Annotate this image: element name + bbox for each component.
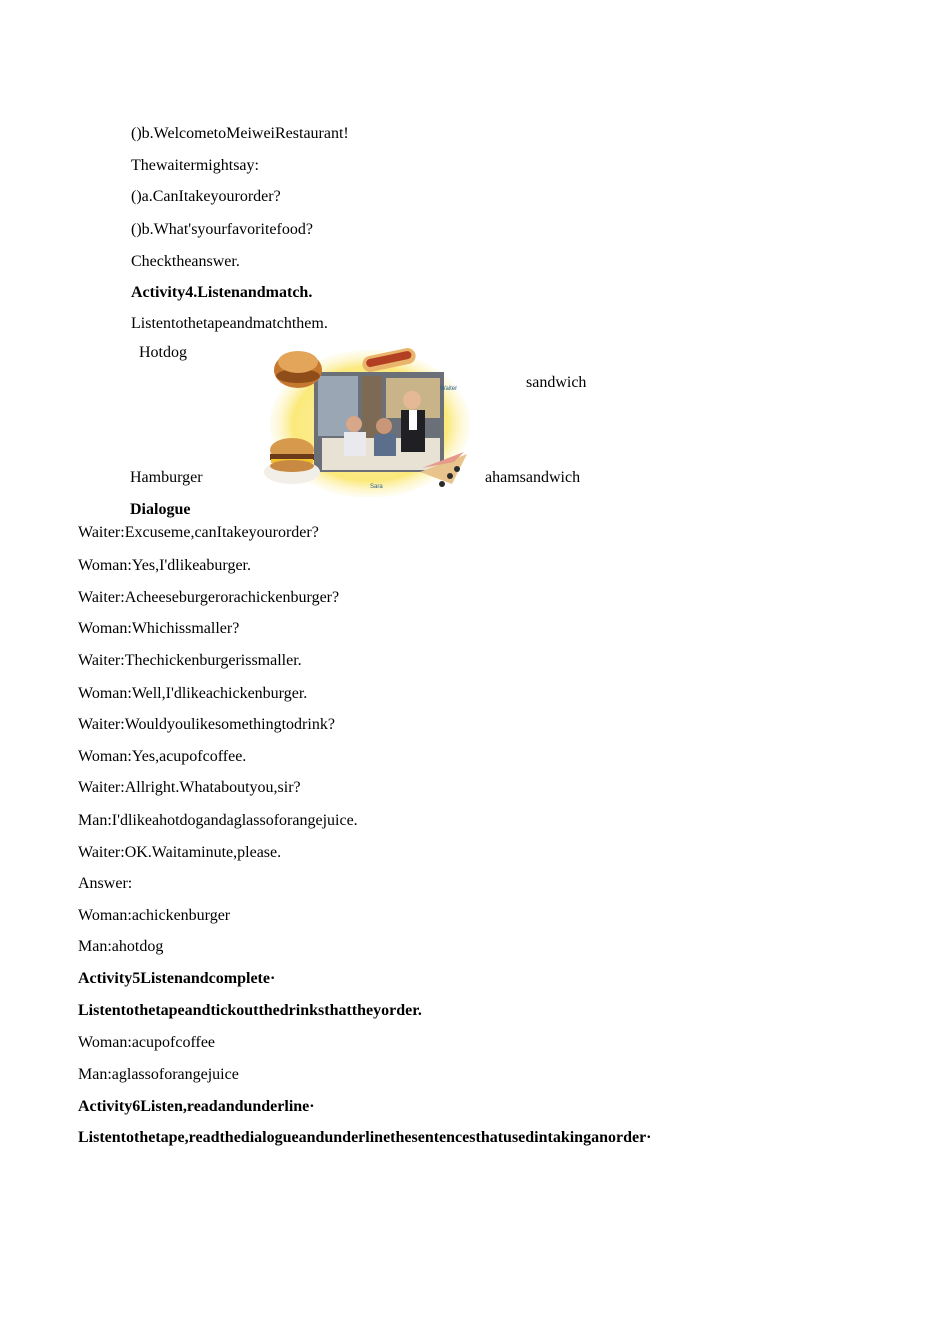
label-ham-sandwich: ahamsandwich: [485, 469, 581, 486]
dialogue-line: Woman:Well,I'dlikeachickenburger.: [78, 685, 308, 702]
activity4-instruction: Listentothetapeandmatchthem.: [131, 315, 328, 332]
label-sandwich: sandwich: [526, 374, 587, 391]
dialogue-line: Waiter:Acheeseburgerorachickenburger?: [78, 589, 340, 606]
sara-caption: Sara: [370, 484, 383, 490]
waiter-might-say: Thewaitermightsay:: [131, 157, 259, 174]
option-a: ()a.CanItakeyourorder?: [131, 188, 281, 205]
dialogue-line: Woman:Whichissmaller?: [78, 620, 240, 637]
answer-line: Man:ahotdog: [78, 938, 164, 955]
activity5-heading: Activity5Listenandcomplete·: [78, 970, 276, 987]
dialogue-line: Waiter:Allright.Whataboutyou,sir?: [78, 779, 301, 796]
label-hamburger: Hamburger: [130, 469, 203, 486]
dialogue-line: Waiter:Wouldyoulikesomethingtodrink?: [78, 716, 335, 733]
dialogue-line: Man:I'dlikeahotdogandaglassoforangejuice.: [78, 812, 358, 829]
hamburger-image: [264, 438, 320, 484]
activity5-answer: Woman:acupofcoffee: [78, 1034, 216, 1051]
restaurant-food-illustration: [262, 342, 472, 497]
activity5-answer: Man:aglassoforangejuice: [78, 1066, 239, 1083]
option-b: ()b.What'syourfavoritefood?: [131, 221, 313, 238]
dialogue-line: Woman:Yes,acupofcoffee.: [78, 748, 247, 765]
check-answer: Checktheanswer.: [131, 253, 240, 270]
dialogue-line: Waiter:Thechickenburgerissmaller.: [78, 652, 302, 669]
dialogue-line: Waiter:OK.Waitaminute,please.: [78, 844, 282, 861]
answer-line: Woman:achickenburger: [78, 907, 231, 924]
label-hotdog: Hotdog: [139, 344, 187, 361]
chicken-burger-image: [274, 351, 322, 388]
answer-label: Answer:: [78, 875, 133, 892]
option-b-welcome: ()b.WelcometoMeiweiRestaurant!: [131, 125, 349, 142]
dialogue-line: Waiter:Excuseme,canItakeyourorder?: [78, 524, 319, 541]
activity5-instruction: Listentothetapeandtickoutthedrinksthattheyorder.: [78, 1002, 422, 1019]
activity6-heading: Activity6Listen,readandunderline·: [78, 1098, 315, 1115]
activity4-heading: Activity4.Listenandmatch.: [131, 284, 313, 301]
dialogue-line: Woman:Yes,I'dlikeaburger.: [78, 557, 251, 574]
dialogue-heading: Dialogue: [130, 501, 191, 518]
activity6-instruction: Listentothetape,readthedialogueandunderlinethesentencesthatusedintakinganorder·: [78, 1129, 652, 1146]
waiter-caption: Waiter: [440, 386, 458, 392]
restaurant-scene: [314, 372, 444, 472]
